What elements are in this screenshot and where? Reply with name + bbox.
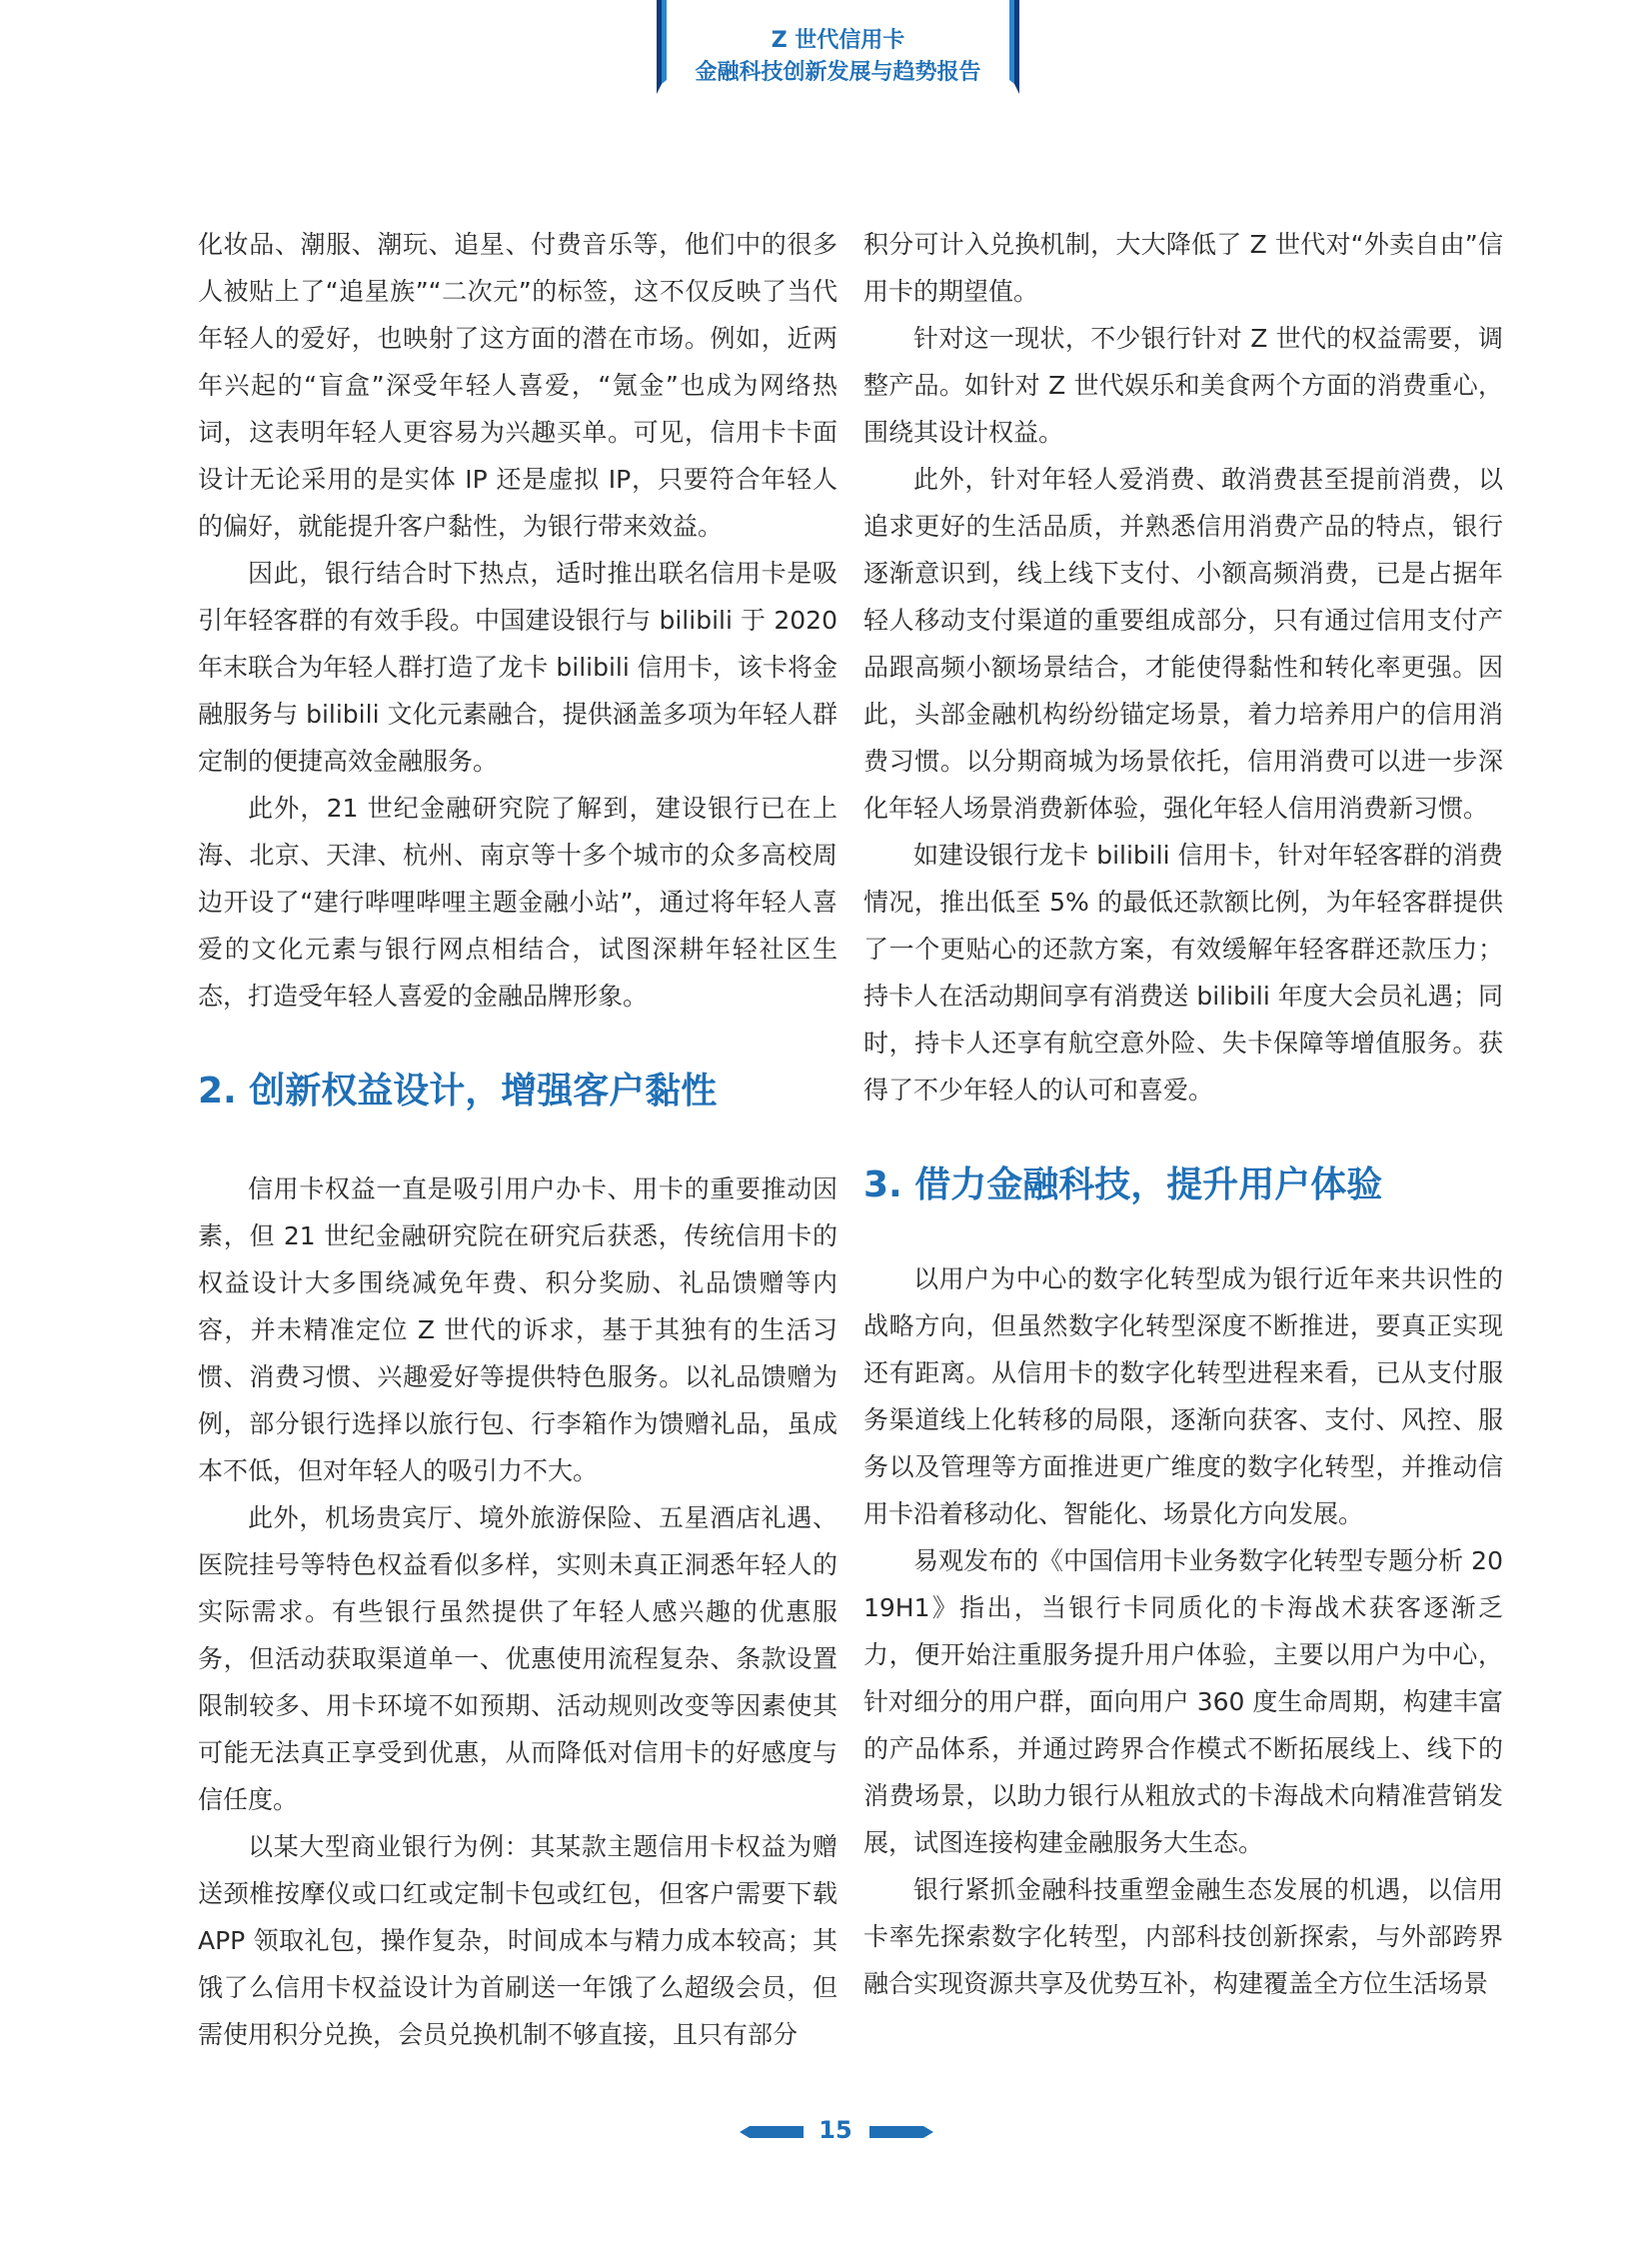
paragraph: 积分可计入兑换机制，大大降低了 Z 世代对“外卖自由”信用卡的期望值。: [863, 230, 1503, 306]
paragraph: 银行紧抓金融科技重塑金融生态发展的机遇，以信用卡率先探索数字化转型，内部科技创新探索，与外部跨界融合实现资源共享及优势互补，构建覆盖全方位生活场景: [863, 1875, 1503, 1998]
page-number: 15: [819, 2116, 852, 2144]
paragraph: 此外，针对年轻人爱消费、敢消费甚至提前消费，以追求更好的生活品质，并熟悉信用消费产品的特点，银行逐渐意识到，线上线下支付、小额高频消费，已是占据年轻人移动支付渠道的重要组成部分，只有通过信用支付产品跟高频小额场景结合，才能使得黏性和转化率更强。因此，头部金融机构纷纷锚定场景，着力培养用户的信用消费习惯。以分期商城为场景依托，信用消费可以进一步深化年轻人场景消费新体验，强化年轻人信用消费新习惯。: [863, 465, 1503, 823]
paragraph: 此外，机场贵宾厅、境外旅游保险、五星酒店礼遇、医院挂号等特色权益看似多样，实则未真正洞悉年轻人的实际需求。有些银行虽然提供了年轻人感兴趣的优惠服务，但活动获取渠道单一、优惠使用流程复杂、条款设置限制较多、用卡环境不如预期、活动规则改变等因素使其可能无法真正享受到优惠，从而降低对信用卡的好感度与信任度。: [198, 1503, 837, 1814]
paragraph: 以某大型商业银行为例：其某款主题信用卡权益为赠送颈椎按摩仪或口红或定制卡包或红包，但客户需要下载 APP 领取礼包，操作复杂，时间成本与精力成本较高；其饿了么信用卡权益设计为首刷送一年饿了么超级会员，但需使用积分兑换，会员兑换机制不够直接，且只有部分: [198, 1832, 837, 2049]
paragraph: 针对这一现状，不少银行针对 Z 世代的权益需要，调整产品。如针对 Z 世代娱乐和美食两个方面的消费重心，围绕其设计权益。: [863, 324, 1503, 447]
left-column: [198, 221, 837, 2058]
section-heading-3: 3. 借力金融科技，提升用户体验: [863, 1164, 1383, 1205]
footer-right-dash-icon: [869, 2126, 933, 2138]
paragraph: 信用卡权益一直是吸引用户办卡、用卡的重要推动因素，但 21 世纪金融研究院在研究后获悉，传统信用卡的权益设计大多围绕减免年费、积分奖励、礼品馈赠等内容，并未精准定位 Z 世代的诉求，基于其独有的生活习惯、消费习惯、兴趣爱好等提供特色服务。以礼品馈赠为例，部分银行选择以旅行包、行李箱作为馈赠礼品，虽成本不低，但对年轻人的吸引力不大。: [198, 1174, 837, 1485]
section-heading-2: 2. 创新权益设计，增强客户黏性: [198, 1071, 718, 1112]
footer-left-dash-icon: [740, 2126, 804, 2138]
paragraph: 化妆品、潮服、潮玩、追星、付费音乐等，他们中的很多人被贴上了“追星族”“二次元”的标签，这不仅反映了当代年轻人的爱好，也映射了这方面的潜在市场。例如，近两年兴起的“盲盒”深受年轻人喜爱，“氪金”也成为网络热词，这表明年轻人更容易为兴趣买单。可见，信用卡卡面设计无论采用的是实体 IP 还是虚拟 IP，只要符合年轻人的偏好，就能提升客户黏性，为银行带来效益。: [198, 230, 837, 541]
paragraph: 因此，银行结合时下热点，适时推出联名信用卡是吸引年轻客群的有效手段。中国建设银行与 bilibili 于 2020 年末联合为年轻人群打造了龙卡 bilibili 信用卡，该卡将金融服务与 bilibili 文化元素融合，提供涵盖多项为年轻人群定制的便捷高效金融服务。: [198, 559, 837, 776]
right-column: [863, 221, 1503, 2007]
paragraph: 以用户为中心的数字化转型成为银行近年来共识性的战略方向，但虽然数字化转型深度不断推进，要真正实现还有距离。从信用卡的数字化转型进程来看，已从支付服务渠道线上化转移的局限，逐渐向获客、支付、风控、服务以及管理等方面推进更广维度的数字化转型，并推动信用卡沿着移动化、智能化、场景化方向发展。: [863, 1264, 1503, 1528]
header-tab: [657, 0, 1019, 100]
paragraph: 如建设银行龙卡 bilibili 信用卡，针对年轻客群的消费情况，推出低至 5% 的最低还款额比例，为年轻客群提供了一个更贴心的还款方案，有效缓解年轻客群还款压力；持卡人在活动期间享有消费送 bilibili 年度大会员礼遇；同时，持卡人还享有航空意外险、失卡保障等增值服务。获得了不少年轻人的认可和喜爱。: [863, 841, 1503, 1105]
header-title-line1: Z 世代信用卡: [771, 28, 905, 53]
paragraph: 此外，21 世纪金融研究院了解到，建设银行已在上海、北京、天津、杭州、南京等十多个城市的众多高校周边开设了“建行哔哩哔哩主题金融小站”，通过将年轻人喜爱的文化元素与银行网点相结合，试图深耕年轻社区生态，打造受年轻人喜爱的金融品牌形象。: [198, 794, 837, 1011]
paragraph: 易观发布的《中国信用卡业务数字化转型专题分析 2019H1》指出，当银行卡同质化的卡海战术获客逐渐乏力，便开始注重服务提升用户体验，主要以用户为中心，针对细分的用户群，面向用户 360 度生命周期，构建丰富的产品体系，并通过跨界合作模式不断拓展线上、线下的消费场景，以助力银行从粗放式的卡海战术向精准营销发展，试图连接构建金融服务大生态。: [863, 1546, 1503, 1857]
page-footer: [0, 2112, 1652, 2152]
header-title-line2: 金融科技创新发展与趋势报告: [695, 60, 981, 85]
